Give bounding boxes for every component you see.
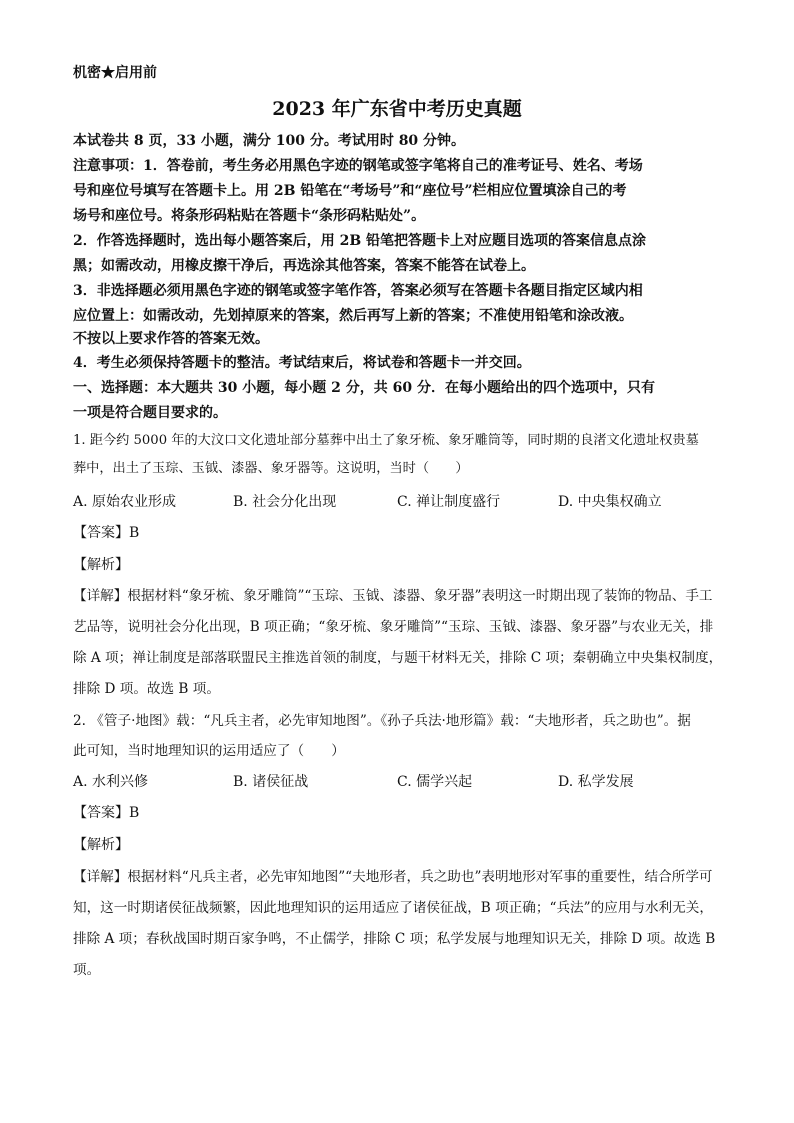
q2-detail: 排除 A 项；春秋战国时期百家争鸣，不止儒学，排除 C 项；私学发展与地理知识无关，排除 D 项。故选 B [73, 931, 716, 947]
q1-option-c: C. 禅让制度盛行 [397, 494, 501, 510]
confidential-label: 机密★启用前 [73, 65, 157, 81]
q2-option-b: B. 诸侯征战 [233, 774, 309, 790]
q1-detail: 除 A 项；禅让制度是部落联盟民主推选首领的制度，与题干材料无关，排除 C 项；秦朝确立中央集权制度， [73, 650, 723, 666]
question-2-stem: 2. 《管子·地图》载：“凡兵主者，必先审知地图”。《孙子兵法·地形篇》载：“夫地形者，兵之助也”。据 [73, 713, 691, 729]
notice-line: 3．非选择题必须用黑色字迹的钢笔或签字笔作答，答案必须写在答题卡各题目指定区域内相 [73, 283, 643, 299]
notice-line: 场号和座位号。将条形码粘贴在答题卡“条形码粘贴处”。 [73, 208, 426, 224]
q1-option-d: D. 中央集权确立 [558, 494, 662, 510]
notice-line: 不按以上要求作答的答案无效。 [73, 331, 269, 347]
notice-line: 号和座位号填写在答题卡上。用 2B 铅笔在“考场号”和“座位号”栏相应位置填涂自己的考 [73, 183, 627, 199]
q2-option-a: A. 水利兴修 [73, 774, 149, 790]
q2-detail: 【详解】根据材料“凡兵主者，必先审知地图”“夫地形者，兵之助也”表明地形对军事的重要性，结合所学可 [73, 869, 713, 885]
q1-detail: 排除 D 项。故选 B 项。 [73, 681, 220, 697]
notice-line: 2．作答选择题时，选出每小题答案后，用 2B 铅笔把答题卡上对应题目选项的答案信息点涂 [73, 233, 647, 249]
notice-line: 4．考生必须保持答题卡的整洁。考试结束后，将试卷和答题卡一并交回。 [73, 355, 531, 371]
notice-line: 注意事项：1．答卷前，考生务必用黑色字迹的钢笔或签字笔将自己的准考证号、姓名、考场 [73, 158, 643, 174]
section-heading: 一、选择题：本大题共 30 小题，每小题 2 分，共 60 分．在每小题给出的四个选项中，只有 [73, 380, 655, 396]
question-1-stem: 葬中，出土了玉琮、玉钺、漆器、象牙器等。这说明，当时（ ） [73, 461, 469, 476]
q1-detail: 【详解】根据材料“象牙梳、象牙雕筒”“玉琮、玉钺、漆器、象牙器”表明这一时期出现了装饰的物品、手工 [73, 588, 713, 604]
section-heading: 一项是符合题目要求的。 [73, 405, 227, 421]
notice-line: 应位置上：如需改动，先划掉原来的答案，然后再写上新的答案；不准使用铅笔和涂改液。 [73, 308, 633, 324]
q1-option-a: A. 原始农业形成 [73, 494, 177, 510]
q1-analysis-label: 【解析】 [73, 557, 129, 573]
q2-analysis-label: 【解析】 [73, 837, 129, 853]
q2-option-d: D. 私学发展 [558, 774, 634, 790]
notice-line: 黑；如需改动，用橡皮擦干净后，再选涂其他答案，答案不能答在试卷上。 [73, 258, 535, 274]
q2-option-c: C. 儒学兴起 [397, 774, 473, 790]
q1-answer: 【答案】B [73, 525, 140, 541]
notice-line: 本试卷共 8 页，33 小题，满分 100 分。考试用时 80 分钟。 [73, 133, 466, 149]
q2-answer: 【答案】B [73, 805, 140, 821]
q2-detail: 知，这一时期诸侯征战频繁，因此地理知识的运用适应了诸侯征战，B 项正确；“兵法”的应用与水利无关， [73, 900, 713, 916]
q1-option-b: B. 社会分化出现 [233, 494, 337, 510]
q1-detail: 艺品等，说明社会分化出现，B 项正确；“象牙梳、象牙雕筒”“玉琮、玉钺、漆器、象牙器”与农业无关，排 [73, 619, 714, 635]
question-2-stem: 此可知，当时地理知识的运用适应了（ ） [73, 743, 345, 759]
question-1-stem: 1. 距今约 5000 年的大汶口文化遗址部分墓葬中出土了象牙梳、象牙雕筒等，同时期的良渚文化遗址权贵墓 [73, 433, 699, 448]
page-title: 2023 年广东省中考历史真题 [272, 98, 522, 120]
q2-detail: 项。 [73, 962, 101, 978]
